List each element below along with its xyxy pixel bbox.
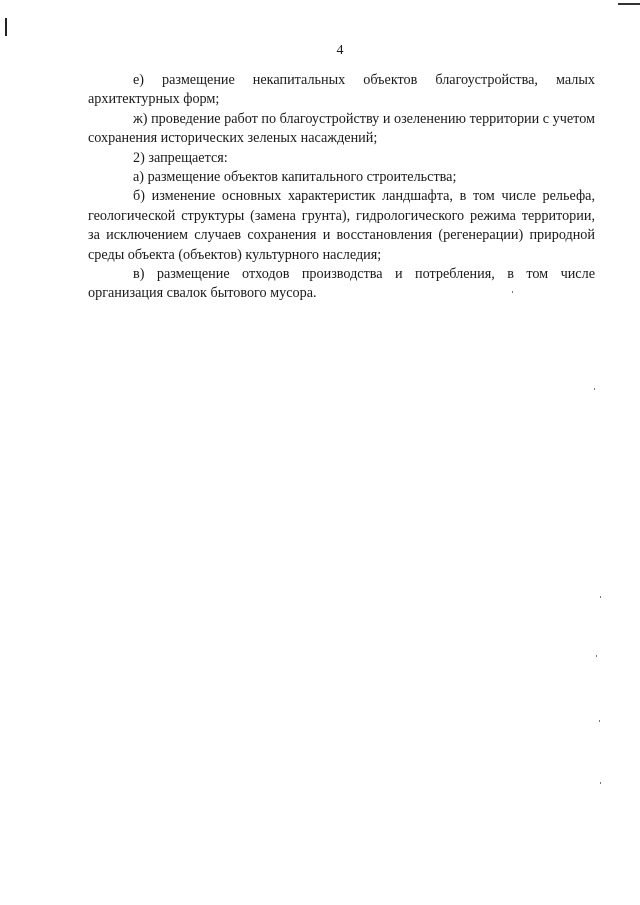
scan-speck bbox=[594, 388, 595, 390]
scan-margin-mark bbox=[5, 18, 7, 36]
page-number: 4 bbox=[336, 43, 344, 58]
scan-speck bbox=[599, 720, 600, 722]
paragraph-item-e: е) размещение некапитальных объектов благоустройства, малых архитектурных форм; bbox=[88, 72, 595, 108]
scan-speck bbox=[600, 596, 601, 598]
scan-speck bbox=[596, 655, 597, 657]
document-body bbox=[88, 71, 595, 304]
paragraph-item-a: а) размещение объектов капитального строительства; bbox=[133, 169, 457, 186]
paragraph-item-v: в) размещение отходов производства и потребления, в том числе организация свалок бытового мусора. bbox=[88, 266, 595, 302]
paragraph-item-b: б) изменение основных характеристик ландшафта, в том числе рельефа, геологической структуры (замена грунта), гидрологического режима территории, за исключением случаев сохранения и восстановления (регенерации) природной среды объекта (объектов) культурного наследия; bbox=[88, 188, 595, 263]
scan-corner-mark bbox=[618, 3, 640, 5]
scan-speck bbox=[600, 782, 601, 784]
scan-speck bbox=[512, 291, 513, 293]
paragraph-prohibited-heading: 2) запрещается: bbox=[133, 149, 228, 166]
paragraph-item-zh: ж) проведение работ по благоустройству и озеленению территории с учетом сохранения исторических зеленых насаждений; bbox=[88, 110, 595, 147]
